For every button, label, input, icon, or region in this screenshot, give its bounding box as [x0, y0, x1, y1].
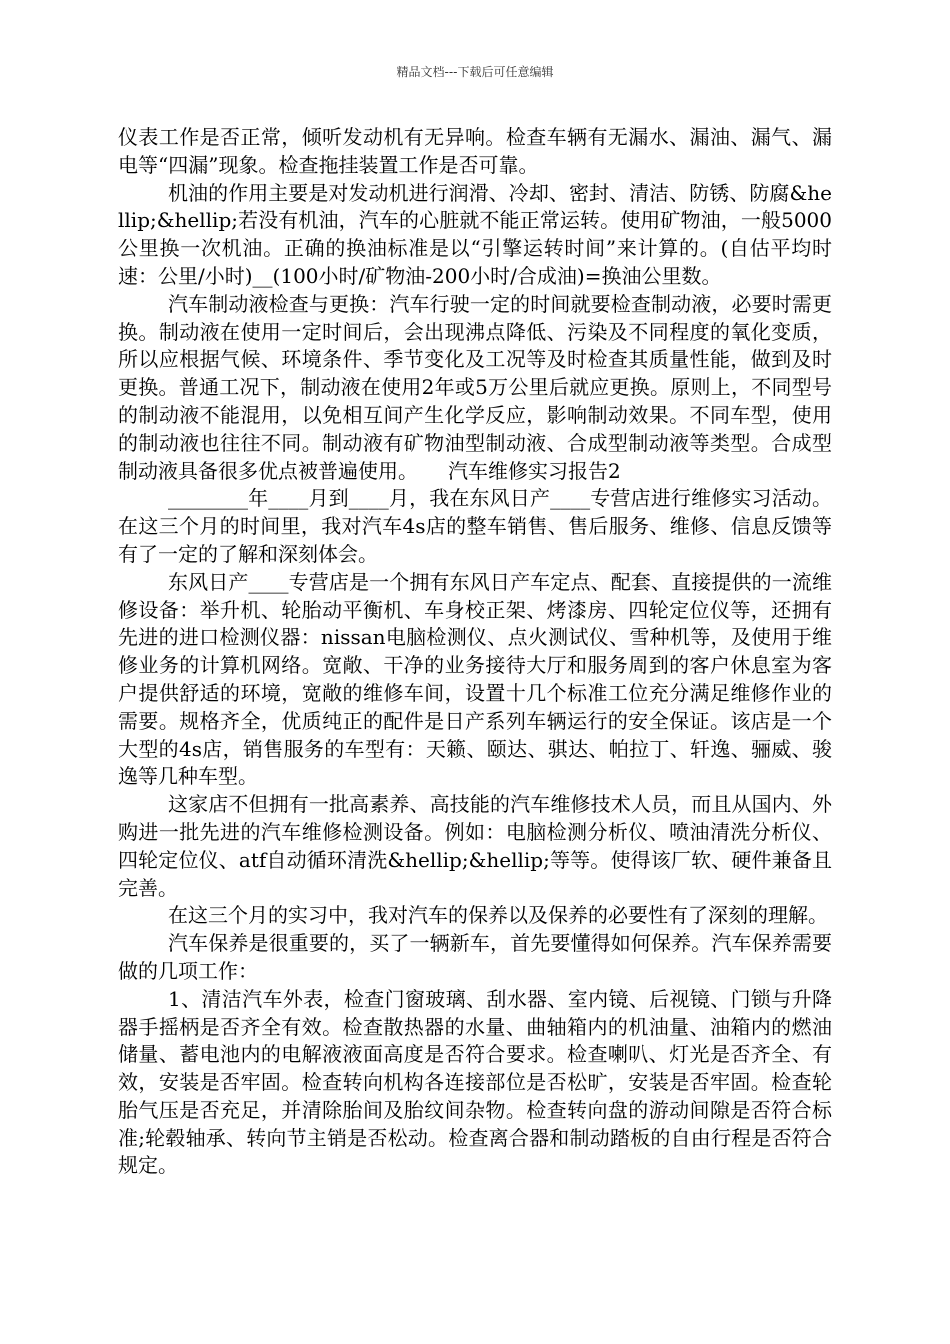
document-body: [118, 124, 832, 1180]
page-header: 精品文档---下载后可任意编辑: [396, 65, 554, 79]
paragraph-technical-staff: 这家店不但拥有一批高素养、高技能的汽车维修技术人员，而且从国内、外购进一批先进的汽车维修检测设备。例如：电脑检测分析仪、喷油清洗分析仪、四轮定位仪、atf自动循环清洗&hellip;&hellip;等等。使得该厂软、硬件兼备且完善。: [118, 792, 832, 900]
paragraph-brake-fluid: 汽车制动液检查与更换：汽车行驶一定的时间就要检查制动液，必要时需更换。制动液在使用一定时间后，会出现沸点降低、污染及不同程度的氧化变质，所以应根据气候、环境条件、季节变化及工况等及时检查其质量性能，做到及时更换。普通工况下，制动液在使用2年或5万公里后就应更换。原则上，不同型号的制动液不能混用，以免相互间产生化学反应，影响制动效果。不同车型，使用的制动液也往往不同。制动液有矿物油型制动液、合成型制动液等类型。合成型制动液具备很多优点被普遍使用。 汽车维修实习报告2: [118, 291, 832, 483]
paragraph-maintenance-item-1: 1、清洁汽车外表，检查门窗玻璃、刮水器、室内镜、后视镜、门锁与升降器手摇柄是否齐全有效。检查散热器的水量、曲轴箱内的机油量、油箱内的燃油储量、蓄电池内的电解液液面高度是否符合要求。检查喇叭、灯光是否齐全、有效，安装是否牢固。检查转向机构各连接部位是否松旷，安装是否牢固。检查轮胎气压是否充足，并清除胎间及胎纹间杂物。检查转向盘的游动间隙是否符合标准;轮毂轴承、转向节主销是否松动。检查离合器和制动踏板的自由行程是否符合规定。: [118, 986, 832, 1178]
paragraph-internship-understanding: 在这三个月的实习中，我对汽车的保养以及保养的必要性有了深刻的理解。: [168, 903, 828, 928]
paragraph-engine-oil: 机油的作用主要是对发动机进行润滑、冷却、密封、清洁、防锈、防腐&hellip;&hellip;若没有机油，汽车的心脏就不能正常运转。使用矿物油，一般5000公里换一次机油。正确的换油标准是以“引擎运转时间”来计算的。(自估平均时速：公里/小时)__(100小时/矿物油-200小时/合成油)=换油公里数。: [118, 180, 832, 288]
paragraph-internship-intro: ________年____月到____月，我在东风日产____专营店进行维修实习活动。在这三个月的时间里，我对汽车4s店的整车销售、售后服务、维修、信息反馈等有了一定的了解和深刻体会。: [118, 486, 832, 566]
paragraph-dealership-equipment: 东风日产____专营店是一个拥有东风日产车定点、配套、直接提供的一流维修设备：举升机、轮胎动平衡机、车身校正架、烤漆房、四轮定位仪等，还拥有先进的进口检测仪器：nissan电脑检测仪、点火测试仪、雪种机等，及使用于维修业务的计算机网络。宽敞、干净的业务接待大厅和服务周到的客户休息室为客户提供舒适的环境，宽敞的维修车间，设置十几个标准工位充分满足维修作业的需要。规格齐全，优质纯正的配件是日产系列车辆运行的安全保证。该店是一个大型的4s店，销售服务的车型有：天籁、颐达、骐达、帕拉丁、轩逸、骊威、骏逸等几种车型。: [118, 569, 832, 789]
paragraph-maintenance-importance: 汽车保养是很重要的，买了一辆新车，首先要懂得如何保养。汽车保养需要做的几项工作：: [118, 931, 832, 983]
paragraph-instrument-check: 仪表工作是否正常，倾听发动机有无异响。检查车辆有无漏水、漏油、漏气、漏电等“四漏”现象。检查拖挂装置工作是否可靠。: [118, 125, 832, 177]
